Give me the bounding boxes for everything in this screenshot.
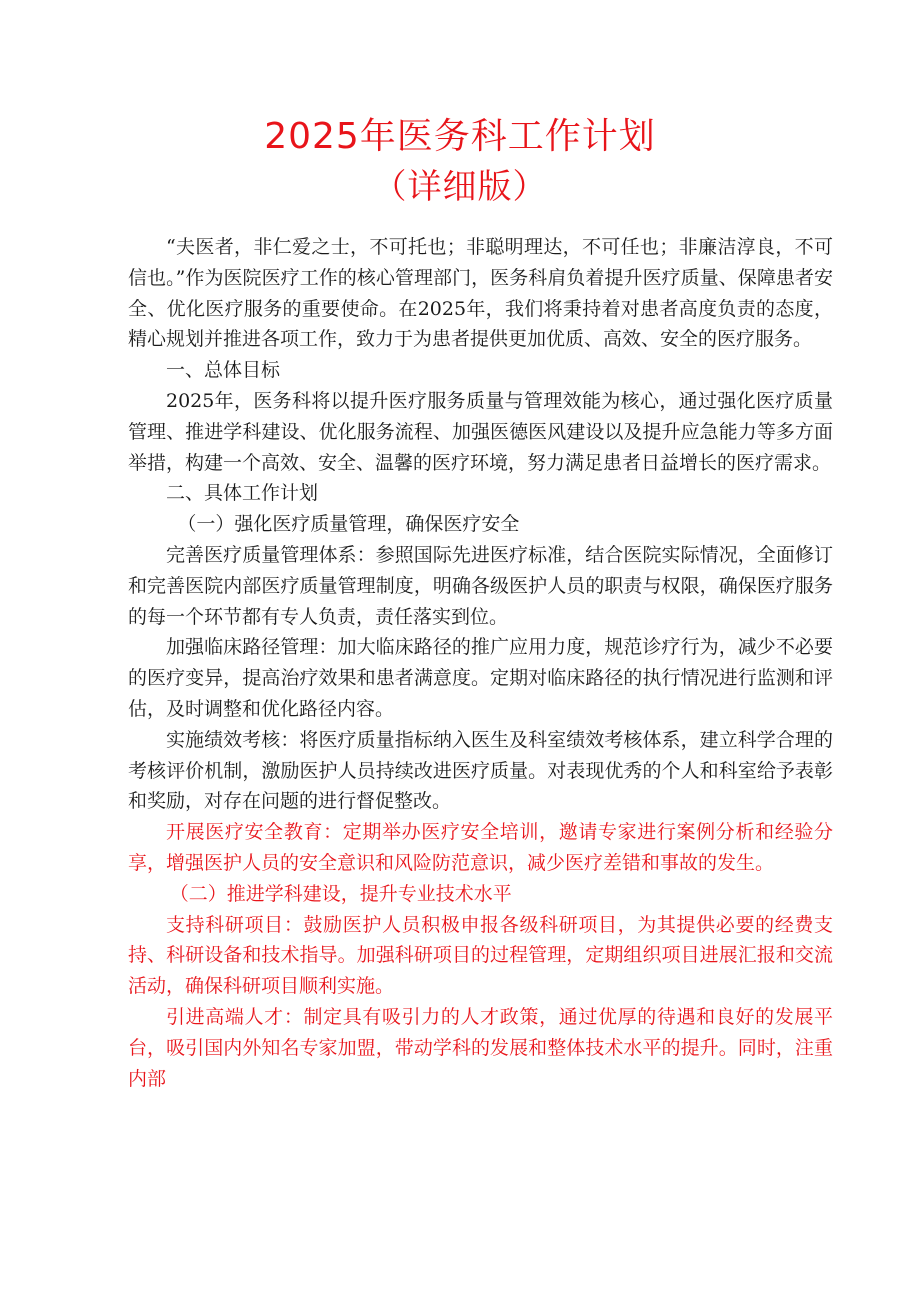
overall-goal-paragraph: 2025年，医务科将以提升医疗服务质量与管理效能为核心，通过强化医疗质量管理、推进学科建设、优化服务流程、加强医德医风建设以及提升应急能力等多方面举措，构建一个高效、安全、温馨的医疗环境，努力满足患者日益增长的医疗需求。 — [128, 389, 833, 474]
subsection-heading-discipline: （二）推进学科建设，提升专业技术水平 — [169, 882, 512, 905]
section-heading-overall-goal: 一、总体目标 — [166, 359, 281, 382]
document-subtitle: （详细版） — [372, 167, 548, 207]
talent-introduction-paragraph: 引进高端人才：制定具有吸引力的人才政策，通过优厚的待遇和良好的发展平台，吸引国内外知名专家加盟，带动学科的发展和整体技术水平的提升。同时，注重内部 — [128, 1005, 833, 1090]
research-support-paragraph: 支持科研项目：鼓励医护人员积极申报各级科研项目，为其提供必要的经费支持、科研设备和技术指导。加强科研项目的过程管理，定期组织项目进展汇报和交流活动，确保科研项目顺利实施。 — [128, 913, 833, 998]
quality-system-paragraph: 完善医疗质量管理体系：参照国际先进医疗标准，结合医院实际情况，全面修订和完善医院内部医疗质量管理制度，明确各级医护人员的职责与权限，确保医疗服务的每一个环节都有专人负责，责任落实到位。 — [128, 543, 833, 628]
section-heading-work-plan: 二、具体工作计划 — [166, 482, 319, 505]
subsection-heading-quality: （一）强化医疗质量管理，确保医疗安全 — [177, 513, 520, 536]
clinical-path-paragraph: 加强临床路径管理：加大临床路径的推广应用力度，规范诊疗行为，减少不必要的医疗变异，提高治疗效果和患者满意度。定期对临床路径的执行情况进行监测和评估，及时调整和优化路径内容。 — [128, 636, 833, 720]
intro-paragraph: “夫医者，非仁爱之士，不可托也；非聪明理达，不可任也；非廉洁淳良，不可信也。”作为医院医疗工作的核心管理部门，医务科肩负着提升医疗质量、保障患者安全、优化医疗服务的重要使命。在2025年，我们将秉持着对患者高度负责的态度，精心规划并推进各项工作，致力于为患者提供更加优质、高效、安全的医疗服务。 — [128, 236, 833, 351]
document-body — [128, 232, 833, 1094]
document-title: 2025年医务科工作计划 — [264, 116, 656, 157]
safety-education-paragraph: 开展医疗安全教育：定期举办医疗安全培训，邀请专家进行案例分析和经验分享，增强医护人员的安全意识和风险防范意识，减少医疗差错和事故的发生。 — [128, 821, 833, 874]
performance-paragraph: 实施绩效考核：将医疗质量指标纳入医生及科室绩效考核体系，建立科学合理的考核评价机制，激励医护人员持续改进医疗质量。对表现优秀的个人和科室给予表彰和奖励，对存在问题的进行督促整改。 — [128, 728, 833, 813]
